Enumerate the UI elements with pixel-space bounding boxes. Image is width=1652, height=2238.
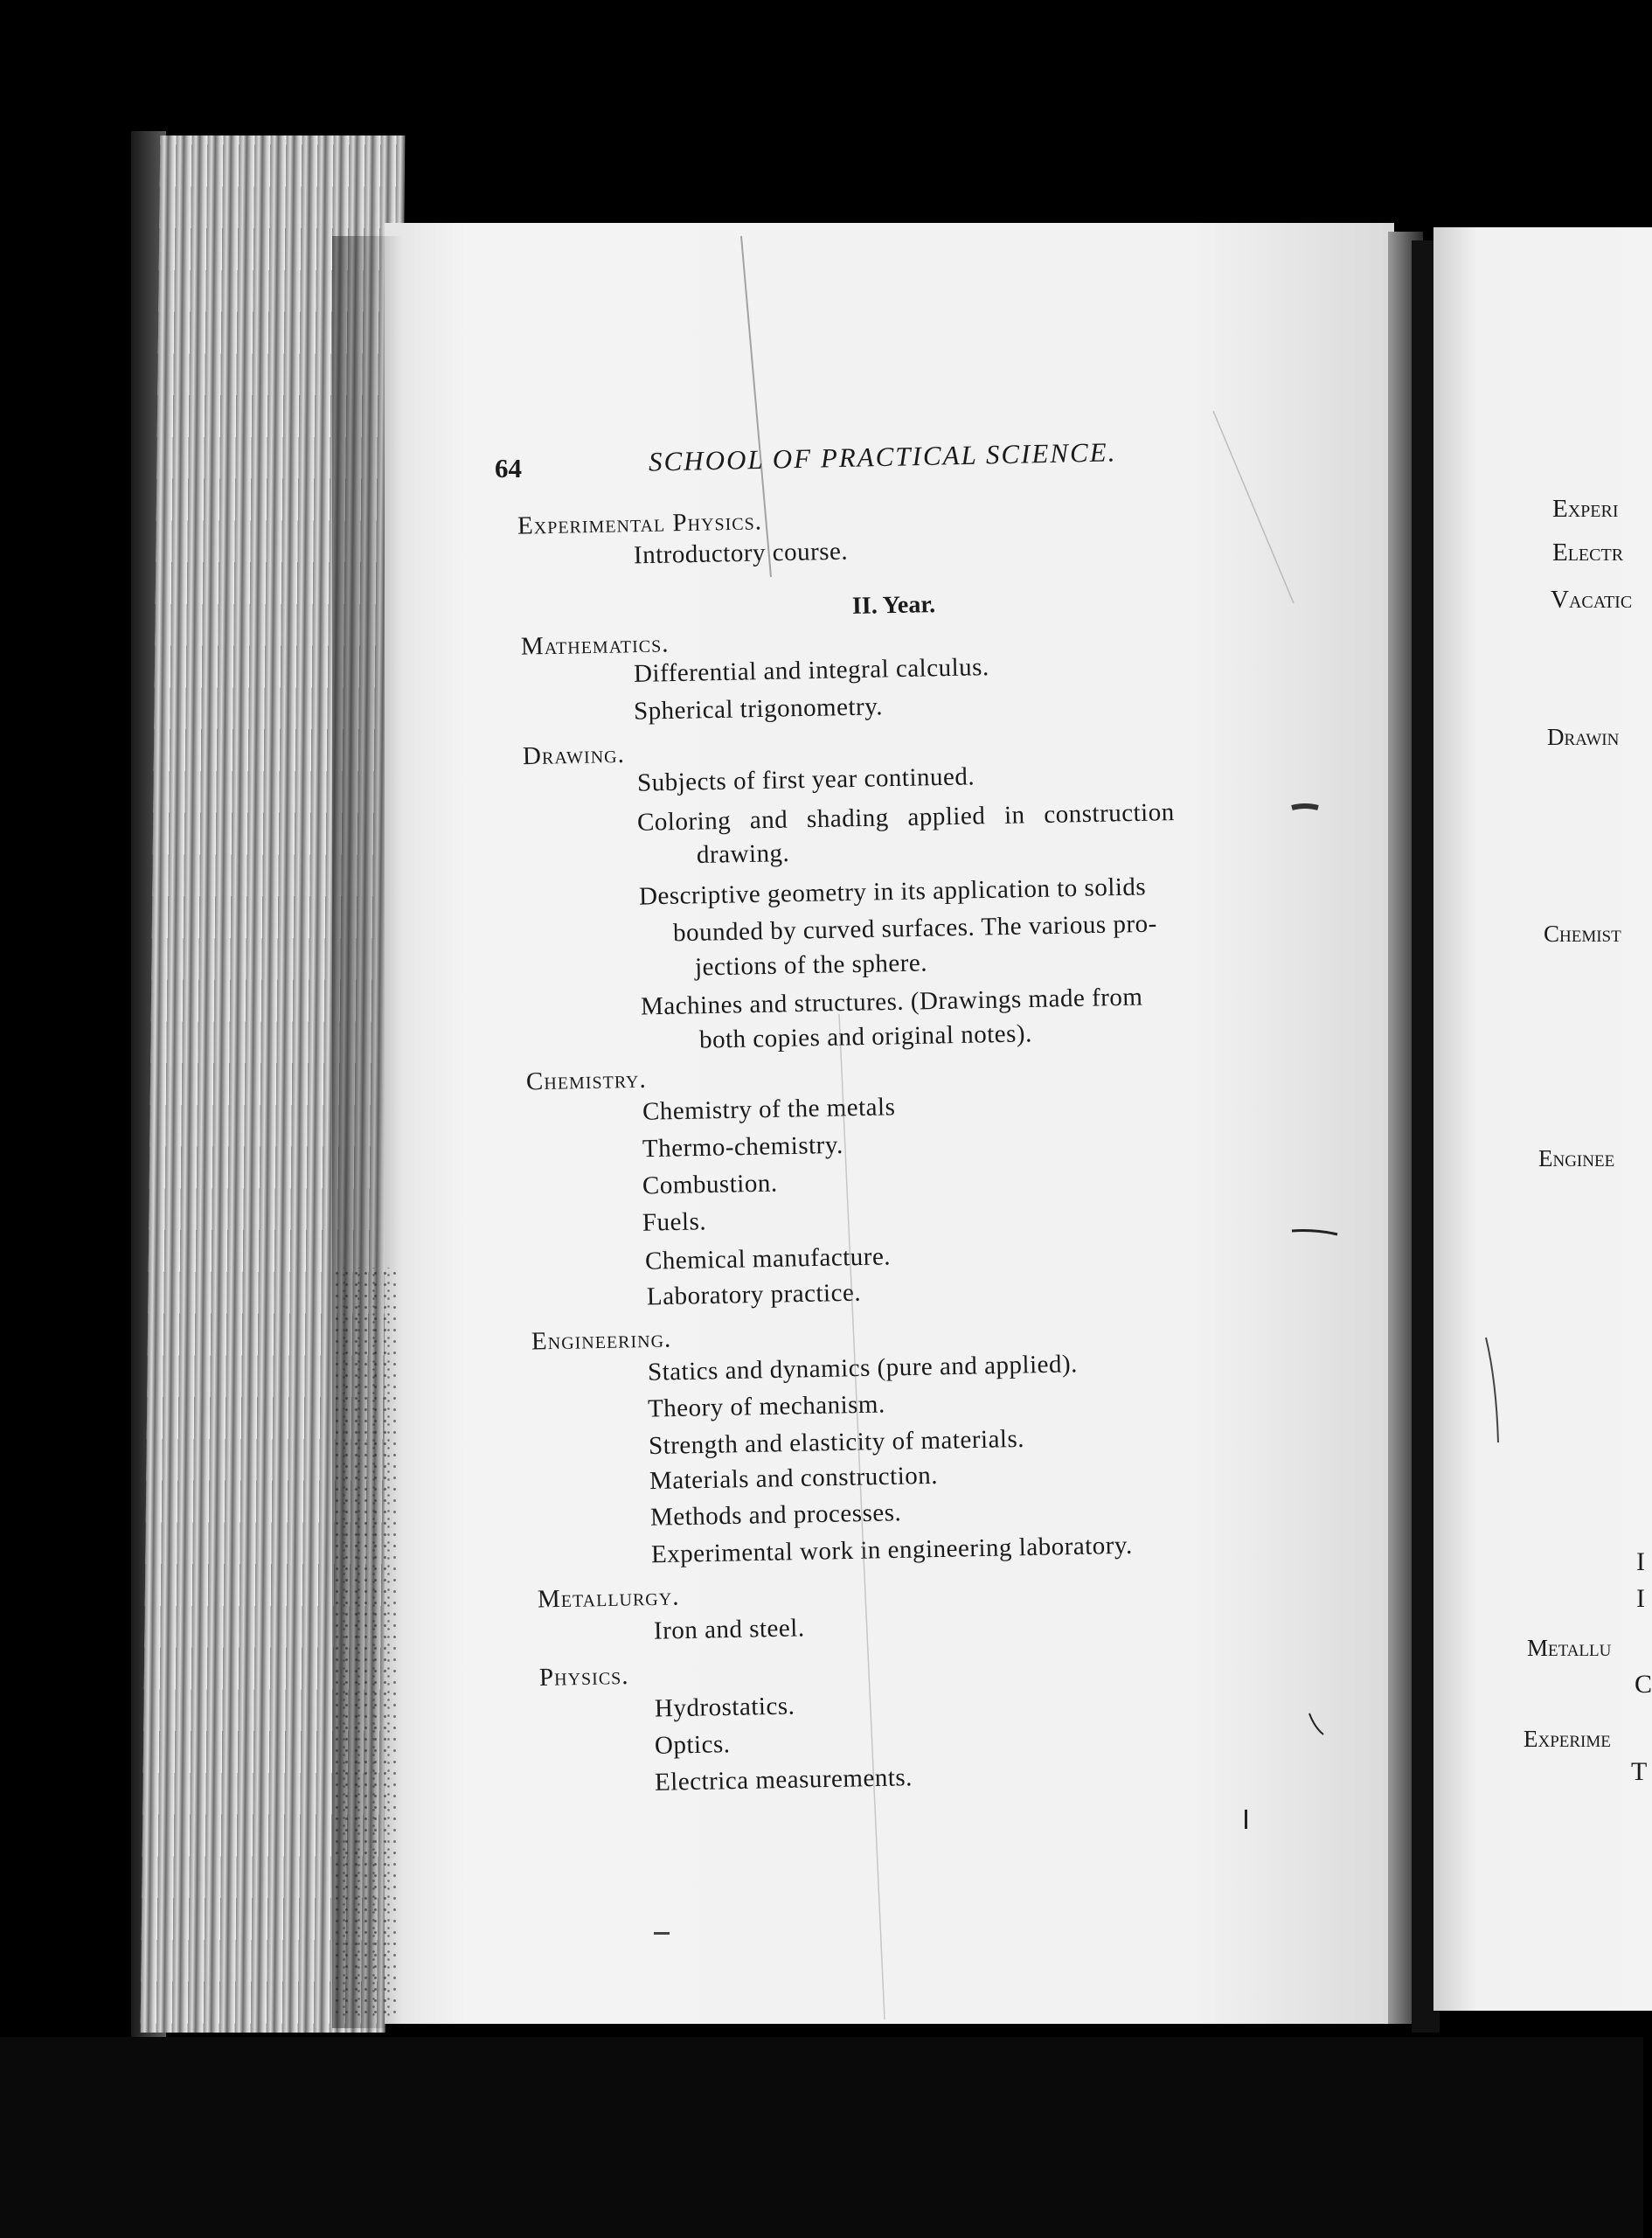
opposite-page-fragment: Vacatic: [1551, 586, 1633, 614]
section-item: drawing.: [696, 838, 790, 870]
section-item: Materials and construction.: [649, 1461, 939, 1496]
section-item: bounded by curved surfaces. The various pro-: [672, 909, 1158, 948]
section-heading: Chemistry.: [525, 1065, 648, 1096]
section-item: Spherical trigonometry.: [633, 692, 884, 726]
section-heading: Engineering.: [531, 1324, 672, 1356]
section-item: Thermo-chemistry.: [642, 1130, 843, 1164]
opposite-page-fragment: Drawin: [1547, 724, 1620, 750]
opposite-page-fragment: Experi: [1552, 495, 1619, 523]
year-subheading: II. Year.: [851, 591, 936, 620]
section-item: Electrica measurements.: [654, 1763, 913, 1797]
section-heading: Mathematics.: [520, 629, 670, 661]
section-heading: Metallurgy.: [537, 1582, 680, 1614]
section-item: Experimental work in engineering laboratory.: [650, 1531, 1134, 1569]
opposite-page-fragment: Experime: [1524, 1726, 1611, 1752]
page-number: 64: [495, 453, 522, 483]
section-heading: Experimental Physics.: [517, 507, 763, 540]
section-item: Machines and structures. (Drawings made from: [640, 983, 1143, 1021]
opposite-page-letter: I: [1636, 1547, 1645, 1576]
section-item: Differential and integral calculus.: [633, 653, 989, 688]
opposite-page-letter: I: [1636, 1584, 1645, 1613]
opposite-page-letter: C: [1635, 1670, 1652, 1699]
section-item: Combustion.: [642, 1169, 778, 1200]
running-head: SCHOOL OF PRACTICAL SCIENCE.: [648, 436, 1117, 477]
section-item: jections of the sphere.: [694, 949, 928, 982]
section-item: Statics and dynamics (pure and applied).: [647, 1350, 1079, 1387]
opposite-page-fragment: Metallu: [1527, 1635, 1612, 1661]
section-item: Iron and steel.: [653, 1614, 805, 1645]
opposite-page-fragment: Enginee: [1538, 1145, 1615, 1171]
section-item: Subjects of first year continued.: [636, 762, 975, 797]
opposite-page-fragment: Electr: [1552, 539, 1624, 566]
section-item: Chemical manufacture.: [644, 1242, 892, 1275]
section-item: Descriptive geometry in its application to solids: [638, 872, 1147, 911]
section-item: Methods and processes.: [649, 1498, 902, 1532]
section-item: Optics.: [654, 1730, 731, 1760]
section-item: Theory of mechanism.: [647, 1390, 886, 1423]
section-item: Hydrostatics.: [654, 1692, 795, 1723]
opposite-page-fragment: Chemist: [1544, 921, 1621, 947]
section-item: Fuels.: [642, 1207, 707, 1237]
section-item: Chemistry of the metals: [642, 1093, 896, 1126]
opposite-page-letter: T: [1631, 1757, 1648, 1786]
section-heading: Physics.: [538, 1662, 629, 1692]
section-item: Introductory course.: [633, 537, 849, 570]
section-item: Laboratory practice.: [646, 1278, 862, 1311]
section-item: Strength and elasticity of materials.: [648, 1424, 1025, 1461]
section-item: both copies and original notes).: [698, 1019, 1033, 1054]
section-item: Coloring and shading applied in construction: [636, 798, 1175, 837]
section-heading: Drawing.: [522, 740, 626, 771]
